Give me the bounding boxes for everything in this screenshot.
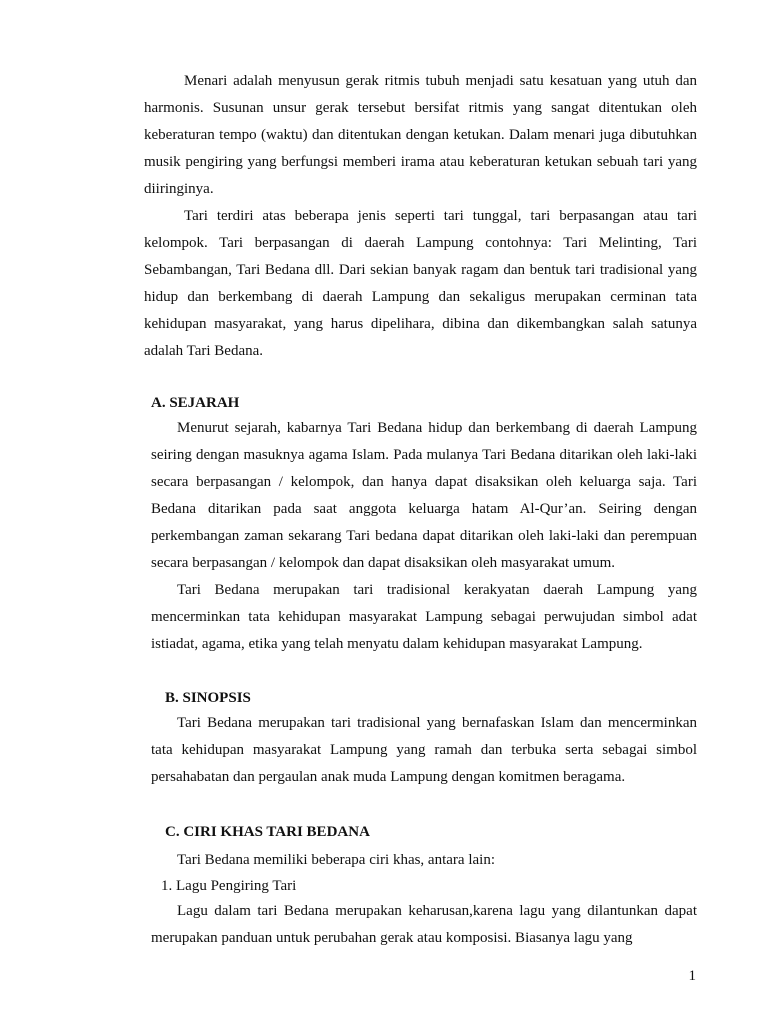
intro-paragraph-1: Menari adalah menyusun gerak ritmis tubuh menjadi satu kesatuan yang utuh dan harmonis. Susunan unsur gerak tersebut bersifat ritmis yang sangat ditentukan oleh keberaturan tempo (waktu) dan ditentukan dengan ketukan. Dalam menari juga dibutuhkan musik pengiring yang berfungsi memberi irama atau keberaturan ketukan sebuah tari yang diiringinya. [144,73,697,197]
intro-paragraph-2: Tari terdiri atas beberapa jenis seperti tari tunggal, tari berpasangan atau tari kelompok. Tari berpasangan di daerah Lampung contohnya: Tari Melinting, Tari Sebambangan, Tari Bedana dll. Dari sekian banyak ragam dan bentuk tari tradisional yang hidup dan berkembang di daerah Lampung dan sekaligus merupakan cerminan tata kehidupan masyarakat, yang harus dipelihara, dibina dan dikembangkan salah satunya adalah Tari Bedana. [144,208,697,359]
section-c-item-1-text: Lagu dalam tari Bedana merupakan keharusan,karena lagu yang dilantunkan dapat merupakan panduan untuk perubahan gerak atau komposisi. Biasanya lagu yang [151,903,697,946]
section-a-paragraph-2: Tari Bedana merupakan tari tradisional kerakyatan daerah Lampung yang mencerminkan tata kehidupan masyarakat Lampung sebagai perwujudan simbol adat istiadat, agama, etika yang telah menyatu dalam kehidupan masyarakat Lampung. [151,582,697,652]
section-b-paragraph-1: Tari Bedana merupakan tari tradisional yang bernafaskan Islam dan mencerminkan tata kehidupan masyarakat Lampung yang ramah dan terbuka serta sebagai simbol persahabatan dan pergaulan anak muda Lampung dengan komitmen beragama. [151,715,697,785]
section-c-list-item-1: 1. Lagu Pengiring Tari [161,878,297,894]
page-number: 1 [688,968,696,984]
section-c-intro: Tari Bedana memiliki beberapa ciri khas, antara lain: [177,852,495,868]
section-a-paragraph-1: Menurut sejarah, kabarnya Tari Bedana hidup dan berkembang di daerah Lampung seiring dengan masuknya agama Islam. Pada mulanya Tari Bedana ditarikan oleh laki-laki secara berpasangan / kelompok, dan hanya dapat disaksikan oleh keluarga saja. Tari Bedana ditarikan pada saat anggota keluarga hatam Al-Qur’an. Seiring dengan perkembangan zaman sekarang Tari bedana dapat ditarikan oleh laki-laki dan perempuan secara berpasangan / kelompok dan dapat disaksikan oleh masyarakat umum. [151,420,697,571]
section-a-heading: A. SEJARAH [151,395,240,411]
section-c-heading: C. CIRI KHAS TARI BEDANA [165,824,370,840]
section-b-heading: B. SINOPSIS [165,690,251,706]
